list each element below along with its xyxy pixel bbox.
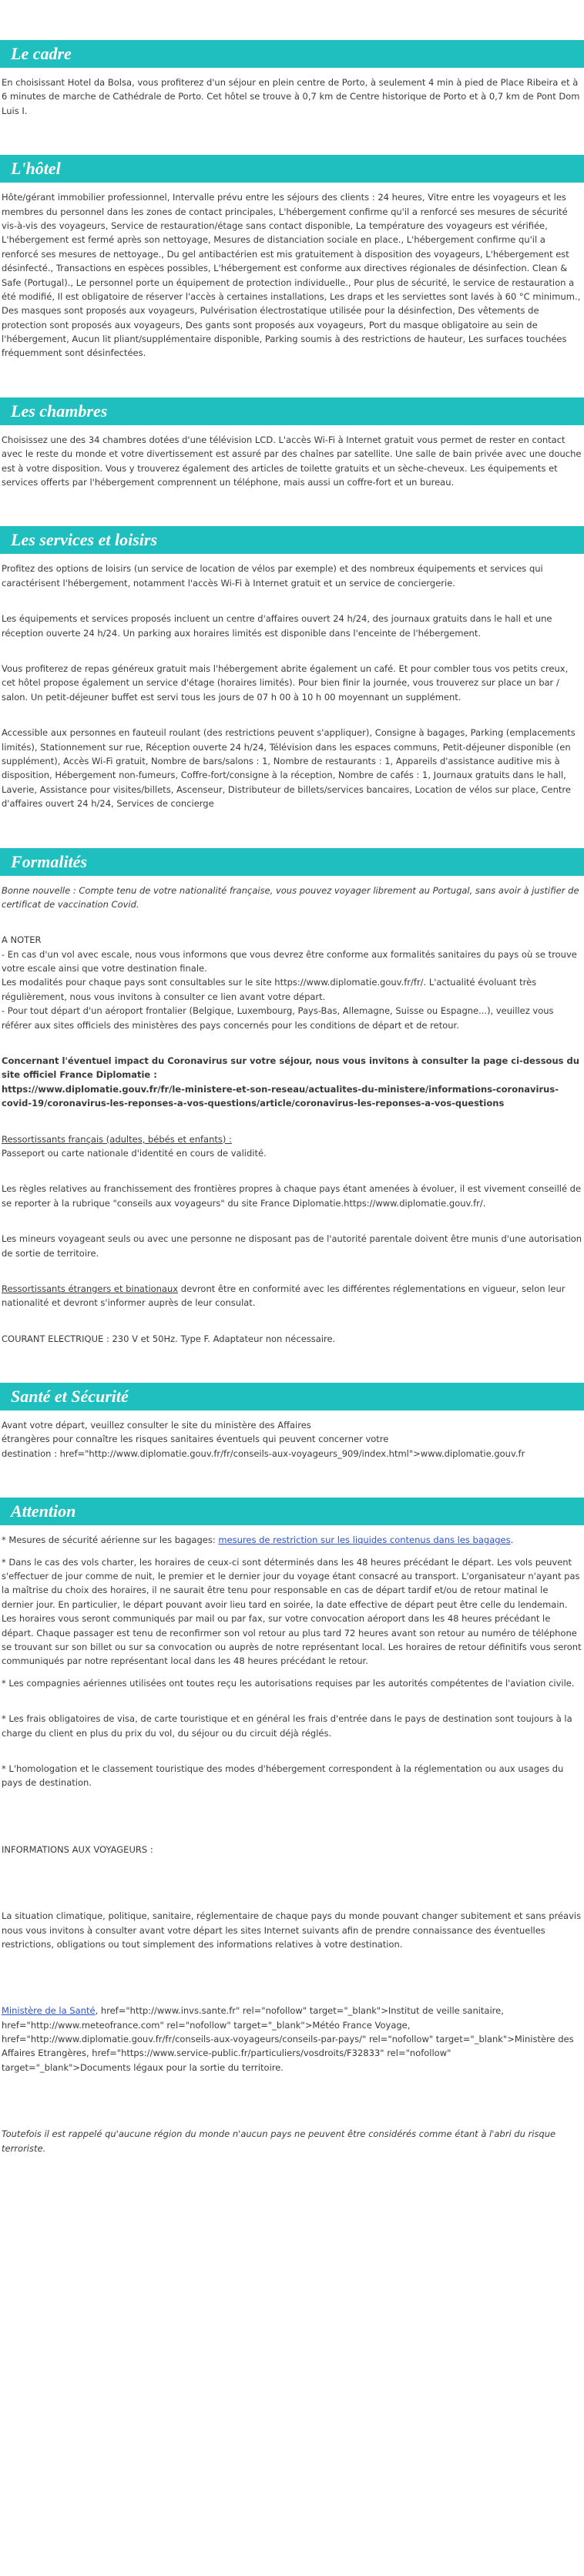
- liquids-restriction-link[interactable]: mesures de restriction sur les liquides contenus dans les bagages: [218, 1535, 511, 1546]
- sante-text: Avant votre départ, veuillez consulter le site du ministère des Affaires étrangères pour connaître les risques sanitaires éventuels qui peuvent concerner votre destination : href="http://www.diplomatie.gouv.fr/fr/conseils-aux-voyageurs_909/index.html">www.diplomatie.gouv.fr: [2, 1420, 525, 1459]
- section-title-chambres: Les chambres: [0, 397, 584, 425]
- section-attention: [0, 1498, 584, 2155]
- loisirs-paragraph: Profitez des options de loisirs (un service de location de vélos par exemple) et des nombreux équipements et services qui caractérisent l'hébergement, notamment l'accès Wi-Fi à Internet gratuit et un service de conciergerie.: [2, 563, 543, 589]
- section-formalites: [0, 848, 584, 1347]
- formalites-coronavirus: Concernant l'éventuel impact du Coronavirus sur votre séjour, nous vous invitons à consulter la page ci-dessous du site officiel France Diplomatie : https://www.diplomatie.gouv.fr/fr/le-ministere-et-son-reseau/actualites-du-ministere/informations-coronavirus-covid-19/coronavirus-les-reponses-a-vos-questions/article/coronavirus-les-reponses-a-vos-questions: [2, 1055, 579, 1109]
- section-title-sante: Santé et Sécurité: [0, 1383, 584, 1410]
- formalites-french-nationals: [2, 1132, 582, 1161]
- french-nationals-heading: Ressortissants français (adultes, bébés et enfants) :: [2, 1133, 232, 1145]
- hotel-text: Hôte/gérant immobilier professionnel, Intervalle prévu entre les séjours des clients : 24 heures, Vitre entre les voyageurs et les membres du personnel dans les zones de contact principales, L'hébergement confirme qu'il a renforcé ses mesures de sécurité vis-à-vis des voyageurs, Service de restauration/étage sans contact disponible, La température des voyageurs est vérifiée, L'hébergement est fermé après son nettoyage, Mesures de distanciation sociale en place., L'hébergement confirme qu'il a renforcé ses mesures de nettoyage., Du gel antibactérien est mis gratuitement à disposition des voyageurs, L'hébergement est désinfecté., Transactions en espèces possibles, L'hébergement est conforme aux directives régionales de désinfection. Clean & Safe (Portugal)., Le personnel porte un équipement de protection individuelle., Pour plus de sécurité, le service de restauration a été modifié, Il est obligatoire de réserver l'accès à certaines installations, Les draps et les serviettes sont lavés à 60 °C minimum., Des masques sont proposés aux voyageurs, Pulvérisation électrostatique utilisée pour la désinfection, Des vêtements de protection sont proposés aux voyageurs, Des gants sont proposés aux voyageurs, Port du masque obligatoire au sein de l'hébergement, Aucun lit pliant/supplémentaire disponible, Parking soumis à des restrictions de hauteur, Les surfaces touchées fréquemment sont désinfectées.: [2, 192, 581, 359]
- attention-links: [2, 2004, 582, 2075]
- formalites-paragraph: Les règles relatives au franchissement des frontières propres à chaque pays étant amenées à évoluer, il est vivement conseillé de se reporter à la rubrique "conseils aux voyageurs" du site France Diplomatie.https://www.diplomatie.gouv.fr/.: [2, 1183, 582, 1209]
- section-title-cadre: Le cadre: [0, 40, 584, 68]
- loisirs-paragraph: Vous profiterez de repas généreux gratuit mais l'hébergement abrite également un café. Et pour combler tous vos petits creux, cet hôtel propose également un service d'étage (horaires limités). Pour bien finir la journée, vous trouverez sur place un bar / salon. Un petit-déjeuner buffet est servi tous les jours de 07 h 00 à 10 h 00 moyennant un supplément.: [2, 662, 569, 703]
- attention-terrorism: Toutefois il est rappelé qu'aucune région du monde n'aucun pays ne peuvent être considérés comme étant à l'abri du risque terroriste.: [2, 2128, 556, 2154]
- formalites-note: A NOTER - En cas d'un vol avec escale, nous vous informons que vous devrez être conforme aux formalités sanitaires du pays où se trouve votre escale ainsi que votre destination finale. Les modalités pour chaque pays sont consultables sur le site https://www.diplomatie.gouv.fr/fr/. L'actualité évoluant très régulièrement, nous vous invitons à consulter ce lien avant votre départ. - Pour tout départ d'un aéroport frontalier (Belgique, Luxembourg, Pays-Bas, Allemagne, Suisse ou Espagne...), veuillez vous référer aux sites officiels des ministères des pays concernés pour les conditions de départ et de retour.: [2, 934, 577, 1031]
- loisirs-paragraph: Accessible aux personnes en fauteuil roulant (des restrictions peuvent s'appliquer), Consigne à bagages, Parking (emplacements limités), Stationnement sur rue, Réception ouverte 24 h/24, Télévision dans les espaces communs, Petit-déjeuner disponible (en supplément), Accès Wi-Fi gratuit, Nombre de bars/salons : 1, Nombre de restaurants : 1, Appareils d'assistance auditive mis à disposition, Hébergement non-fumeurs, Coffre-fort/consigne à la réception, Nombre de cafés : 1, Journaux gratuits dans le hall, Laverie, Assistance pour visites/billets, Ascenseur, Distributeur de billets/services bancaires, Location de vélos sur place, Centre d'affaires ouvert 24 h/24, Services de concierge: [2, 727, 576, 810]
- attention-classification: * L'homologation et le classement touristique des modes d'hébergement correspondent à la réglementation ou aux usages du pays de destination.: [2, 1763, 564, 1789]
- section-hotel: [0, 155, 584, 361]
- attention-info-heading: INFORMATIONS AUX VOYAGEURS :: [2, 1843, 153, 1855]
- formalites-paragraph: Bonne nouvelle : Compte tenu de votre nationalité française, vous pouvez voyager librement au Portugal, sans avoir à justifier de certificat de vaccination Covid.: [2, 884, 579, 910]
- section-title-loisirs: Les services et loisirs: [0, 526, 584, 554]
- section-title-formalites: Formalités: [0, 848, 584, 876]
- attention-airlines: * Les compagnies aériennes utilisées ont toutes reçu les autorisations requises par les autorités compétentes de l'aviation civile.: [2, 1677, 575, 1689]
- section-title-hotel: L'hôtel: [0, 155, 584, 183]
- french-nationals-text: Passeport ou carte nationale d'identité en cours de validité.: [2, 1147, 267, 1159]
- page: [0, 40, 584, 2186]
- section-cadre: [0, 40, 584, 118]
- chambres-text: Choisissez une des 34 chambres dotées d'une télévision LCD. L'accès Wi-Fi à Internet gratuit vous permet de rester en contact avec le reste du monde et votre divertissement est assuré par des chaînes par satellite. Une salle de bain privée avec une douche est à votre disposition. Vous y trouverez également des articles de toilette gratuits et un sèche-cheveux. Les équipements et services offerts par l'hébergement comprennent un téléphone, mais aussi un coffre-fort et un bureau.: [2, 434, 582, 488]
- baggage-suffix: .: [510, 1535, 514, 1546]
- foreign-nationals-heading: Ressortissants étrangers et binationaux: [2, 1283, 179, 1294]
- foreign-nationals-text: devront être en conformité avec les différentes réglementations en vigueur, selon leur nationalité et devront s'informer auprès de leur consulat.: [2, 1283, 566, 1309]
- attention-fees: * Les frais obligatoires de visa, de carte touristique et en général les frais d'entrée dans le pays de destination sont toujours à la charge du client en plus du prix du vol, du séjour ou du circuit déjà réglés.: [2, 1713, 572, 1739]
- attention-links-text: , href="http://www.invs.sante.fr" rel="nofollow" target="_blank">Institut de veille sanitaire, href="http://www.meteofrance.com" rel="nofollow" target="_blank">Météo France Voyage, href="http://www.diplomatie.gouv.fr/fr/conseils-aux-voyageurs/conseils-par-pays/" rel="nofollow" target="_blank">Ministère des Affaires Etrangères, href="https://www.service-public.fr/particuliers/vosdroits/F32833" rel="nofollow" target="_blank">Documents légaux pour la sortie du territoire.: [2, 2005, 574, 2073]
- formalites-foreign-nationals: [2, 1282, 582, 1310]
- ministere-sante-link[interactable]: Ministère de la Santé: [2, 2005, 96, 2017]
- section-title-attention: Attention: [0, 1498, 584, 1525]
- attention-situation: La situation climatique, politique, sanitaire, réglementaire de chaque pays du monde pouvant changer subitement et sans préavis nous vous invitons à consulter avant votre départ les sites Internet suivants afin de prendre connaissance des éventuelles restrictions, obligations ou tout simplement des informations relatives à votre destination.: [2, 1910, 582, 1950]
- loisirs-paragraph: Les équipements et services proposés incluent un centre d'affaires ouvert 24 h/24, des journaux gratuits dans le hall et une réception ouverte 24 h/24. Un parking aux horaires limités est disponible dans l'enceinte de l'hébergement.: [2, 613, 552, 639]
- formalites-paragraph: Les mineurs voyageant seuls ou avec une personne ne disposant pas de l'autorité parentale doivent être munis d'une autorisation de sortie de territoire.: [2, 1233, 582, 1259]
- section-loisirs: [0, 526, 584, 810]
- section-sante: [0, 1383, 584, 1461]
- attention-charter: * Dans le cas des vols charter, les horaires de ceux-ci sont déterminés dans les 48 heures précédant le départ. Les vols peuvent s'effectuer de jour comme de nuit, le premier et le dernier jour du voyage étant consacré au transport. L'organisateur n'ayant pas la maîtrise du choix des horaires, il ne saurait être tenu pour responsable en cas de départ tardif et/ou de retour matinal le dernier jour. En particulier, le départ pouvant avoir lieu tard en soirée, la date effective de départ peut être celle du lendemain. Les horaires vous seront communiqués par mail ou par fax, sur votre convocation aéroport dans les 48 heures précédant le départ. Chaque passager est tenu de reconfirmer son vol retour au plus tard 72 heures avant son retour au numéro de téléphone se trouvant sur son billet ou sur sa convocation ou auprès de notre représentant local. Les horaires de retour définitifs vous seront communiqués par notre représentant local dans les 48 heures précédant le retour.: [2, 1556, 582, 1667]
- formalites-electricity: COURANT ELECTRIQUE : 230 V et 50Hz. Type F. Adaptateur non nécessaire.: [2, 1333, 336, 1344]
- section-chambres: [0, 397, 584, 490]
- attention-baggage: [2, 1533, 582, 1547]
- cadre-text: En choisissant Hotel da Bolsa, vous profiterez d'un séjour en plein centre de Porto, à seulement 4 min à pied de Place Ribeira et à 6 minutes de marche de Cathédrale de Porto. Cet hôtel se trouve à 0,7 km de Centre historique de Porto et à 0,7 km de Pont Dom Luis I.: [2, 77, 580, 116]
- baggage-prefix: * Mesures de sécurité aérienne sur les bagages:: [2, 1535, 219, 1546]
